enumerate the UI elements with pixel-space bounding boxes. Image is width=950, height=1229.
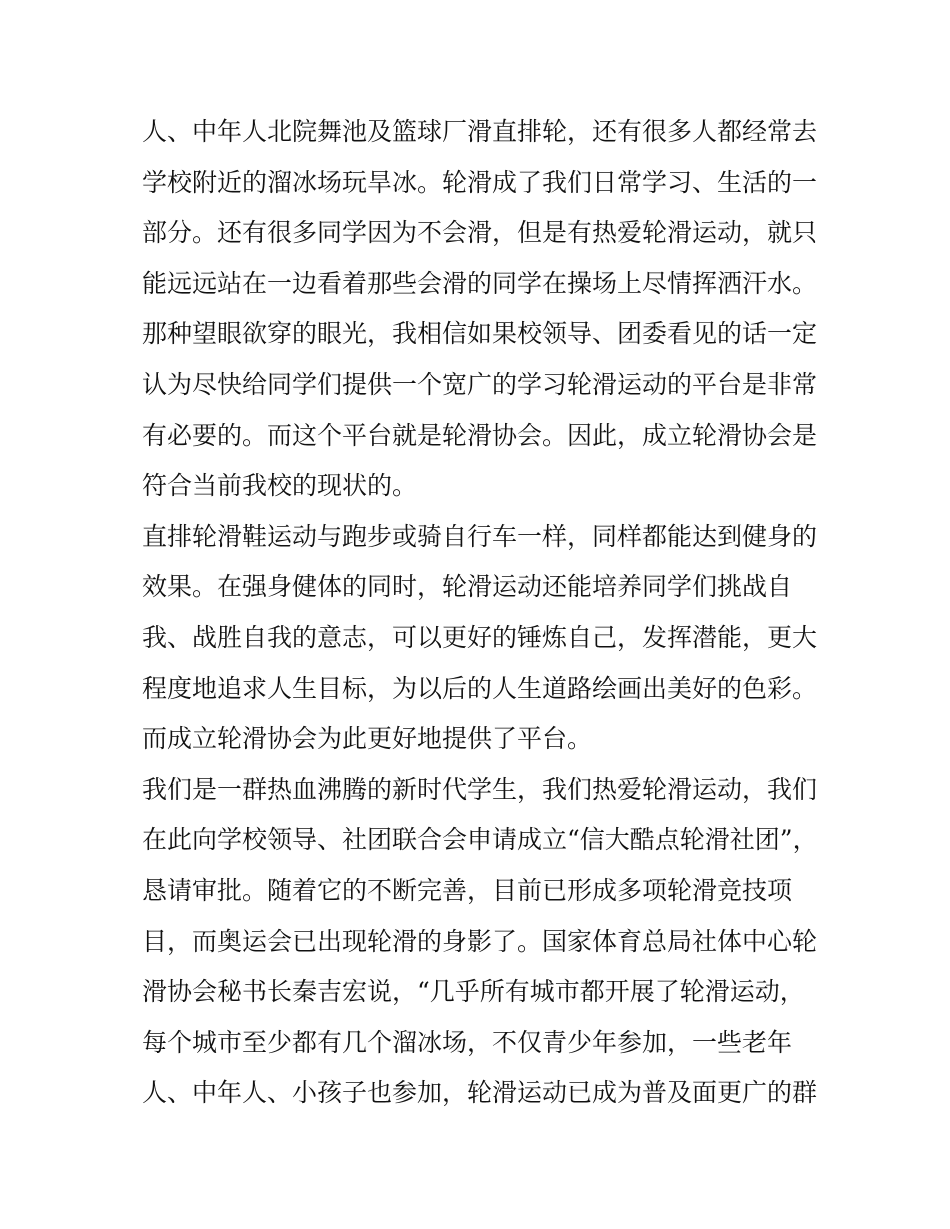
text-line: 学校附近的溜冰场玩旱冰。轮滑成了我们日常学习、生活的一 <box>142 167 818 197</box>
text-line: 目，而奥运会已出现轮滑的身影了。国家体育总局社体中心轮 <box>142 926 818 956</box>
text-line: 滑协会秘书长秦吉宏说，“几乎所有城市都开展了轮滑运动， <box>142 977 805 1007</box>
text-line: 部分。还有很多同学因为不会滑，但是有热爱轮滑运动，就只 <box>142 218 818 248</box>
text-line: 程度地追求人生目标，为以后的人生道路绘画出美好的色彩。 <box>142 673 818 703</box>
text-line: 那种望眼欲穿的眼光，我相信如果校领导、团委看见的话一定 <box>142 319 818 349</box>
text-line: 而成立轮滑协会为此更好地提供了平台。 <box>142 724 593 754</box>
text-line: 符合当前我校的现状的。 <box>142 471 418 501</box>
text-line: 在此向学校领导、社团联合会申请成立“信大酷点轮滑社团”， <box>142 825 818 855</box>
text-line: 人、中年人、小孩子也参加，轮滑运动已成为普及面更广的群 <box>142 1078 818 1108</box>
document-body-text <box>142 107 822 1119</box>
text-line: 每个城市至少都有几个溜冰场，不仅青少年参加，一些老年 <box>142 1027 793 1057</box>
text-line: 能远远站在一边看着那些会滑的同学在操场上尽情挥洒汗水。 <box>142 268 818 298</box>
text-line: 我们是一群热血沸腾的新时代学生，我们热爱轮滑运动，我们 <box>142 774 818 804</box>
text-line: 效果。在强身健体的同时，轮滑运动还能培养同学们挑战自 <box>142 572 793 602</box>
text-line: 我、战胜自我的意志，可以更好的锤炼自己，发挥潜能，更大 <box>142 622 818 652</box>
text-line: 人、中年人北院舞池及篮球厂滑直排轮，还有很多人都经常去 <box>142 117 818 146</box>
text-line: 直排轮滑鞋运动与跑步或骑自行车一样，同样都能达到健身的 <box>142 521 818 551</box>
text-line: 有必要的。而这个平台就是轮滑协会。因此，成立轮滑协会是 <box>142 420 818 450</box>
text-line: 认为尽快给同学们提供一个宽广的学习轮滑运动的平台是非常 <box>142 369 818 399</box>
text-line: 恳请审批。随着它的不断完善，目前已形成多项轮滑竞技项 <box>142 875 793 905</box>
